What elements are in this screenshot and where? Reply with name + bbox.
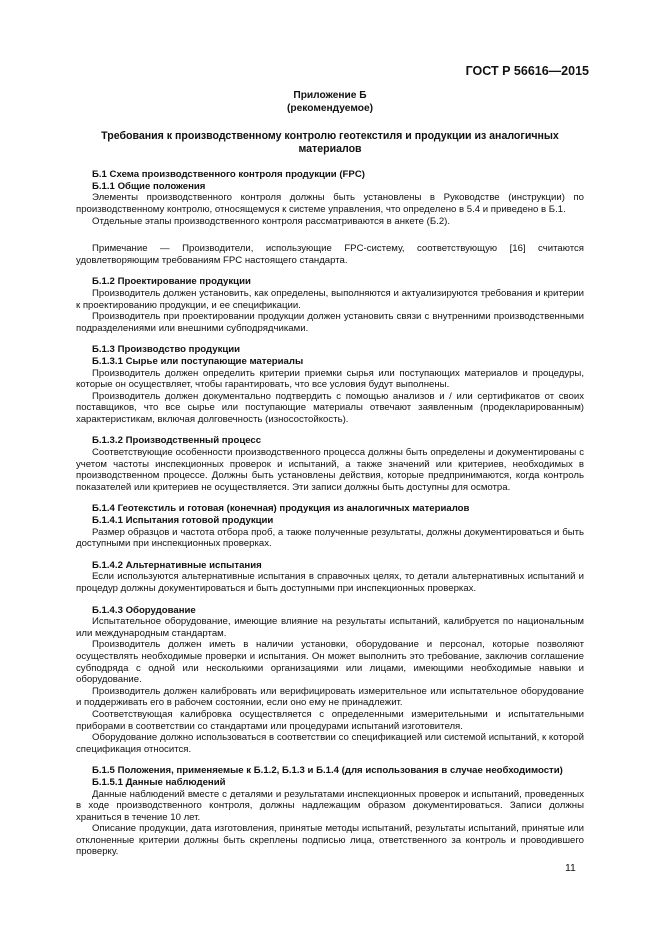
section-heading: Б.1 Схема производственного контроля продукции (FPC): [92, 169, 365, 181]
page-content: [76, 90, 584, 858]
annex-title: Требования к производственному контролю геотекстиля и продукции из аналогичных материалов: [101, 130, 559, 156]
annex-label: Приложение Б: [293, 90, 367, 101]
section-heading: Б.1.4.1 Испытания готовой продукции: [92, 515, 274, 527]
paragraph: Отдельные этапы производственного контроля рассматриваются в анкете (Б.2).: [92, 215, 451, 227]
section-heading: Б.1.3 Производство продукции: [92, 344, 241, 356]
paragraph: Производитель должен иметь в наличии установки, оборудование и персонал, которые позволяют осуществлять необходимые проверки и испытания. Он может выполнить это требование, заключив соглашение субподряда с одной или несколькими организациями или лицами, имеющими необходимые навыки и оборудование.: [76, 639, 584, 686]
paragraph: Производитель должен калибровать или верифицировать измерительное или испытательное оборудование и поддерживать его в рабочем состоянии, если оно ему не принадлежит.: [76, 685, 584, 709]
paragraph: Производитель должен документально подтвердить с помощью анализов и / или сертификатов от своих поставщиков, что все сырье или поступающие материалы отвечают заявленным (продекларированным) характеристикам, включая долговечность (износостойкость).: [76, 390, 584, 425]
section-heading: Б.1.5.1 Данные наблюдений: [92, 776, 226, 788]
paragraph: Описание продукции, дата изготовления, принятые методы испытаний, результаты испытаний, принятые или отклоненные критерии должны быть скреплены подписью лица, ответственного за контроль и проводившего проверку.: [76, 823, 584, 858]
note: Примечание — Производители, использующие FPC-систему, соответствующую [16] считаются удовлетворяющим требованиям FPC настоящего стандарта.: [76, 243, 584, 266]
paragraph: Элементы производственного контроля должны быть установлены в Руководстве (инструкции) по производственному контролю, относящемуся к системе управления, что определено в 5.4 и приведено в Б.1.: [76, 192, 584, 215]
section-heading: Б.1.1 Общие положения: [92, 180, 206, 192]
paragraph: Оборудование должно использоваться в соответствии со спецификацией или системой испытаний, к которой спецификация относится.: [76, 732, 584, 755]
section-heading: Б.1.3.2 Производственный процесс: [92, 435, 262, 447]
paragraph: Данные наблюдений вместе с деталями и результатами инспекционных проверок и испытаний, проведенных в ходе производственного контроля, должны надлежащим образом документироваться. Записи должны храниться в течение 10 лет.: [76, 788, 584, 823]
paragraph: Производитель при проектировании продукции должен установить связи с внутренними производственными подразделениями или внешними субподрядчиками.: [76, 311, 584, 334]
paragraph: Производитель должен определить критерии приемки сырья или поступающих материалов и процедуры, которые он осуществляет, чтобы гарантировать, что все условия будут выполнены.: [76, 367, 584, 391]
standard-number: ГОСТ Р 56616—2015: [465, 64, 589, 78]
section-heading: Б.1.4.2 Альтернативные испытания: [92, 559, 262, 571]
section-heading: Б.1.3.1 Сырье или поступающие материалы: [92, 355, 304, 367]
paragraph: Размер образцов и частота отбора проб, а также полученные результаты, должны документироваться и быть доступными при инспекционных проверках.: [76, 526, 584, 550]
paragraph: Производитель должен установить, как определены, выполняются и актуализируются требования и критерии к проектированию продукции, и ее спецификации.: [76, 287, 584, 311]
section-heading: Б.1.5 Положения, применяемые к Б.1.2, Б.1.3 и Б.1.4 (для использования в случае необходимости): [92, 765, 563, 777]
paragraph: Испытательное оборудование, имеющие влияние на результаты испытаний, калибруется по национальным или международным стандартам.: [76, 616, 584, 639]
page-number: 11: [565, 862, 576, 874]
section-heading: Б.1.4.3 Оборудование: [92, 604, 196, 616]
section-heading: Б.1.4 Геотекстиль и готовая (конечная) продукция из аналогичных материалов: [92, 503, 470, 515]
paragraph: Соответствующая калибровка осуществляется с определенными измерительными и испытательными приборами в соответствии со стандартами или процедурами испытаний изготовителя.: [76, 708, 584, 732]
paragraph: Если используются альтернативные испытания в справочных целях, то детали альтернативных испытаний и процедур должны документироваться и быть доступными при инспекционных проверках.: [76, 571, 584, 594]
section-heading: Б.1.2 Проектирование продукции: [92, 276, 251, 288]
annex-status: (рекомендуемое): [286, 102, 374, 114]
paragraph: Соответствующие особенности производственного процесса должны быть определены и документированы с учетом частоты инспекционных проверок и испытаний, а также значений или критериев, необходимых в производственном процессе. Должны быть установлены действия, которые предпринимаются, когда контроль показателей или критериев не осуществляется. Эти записи должны быть доступны для осмотра.: [76, 447, 584, 493]
